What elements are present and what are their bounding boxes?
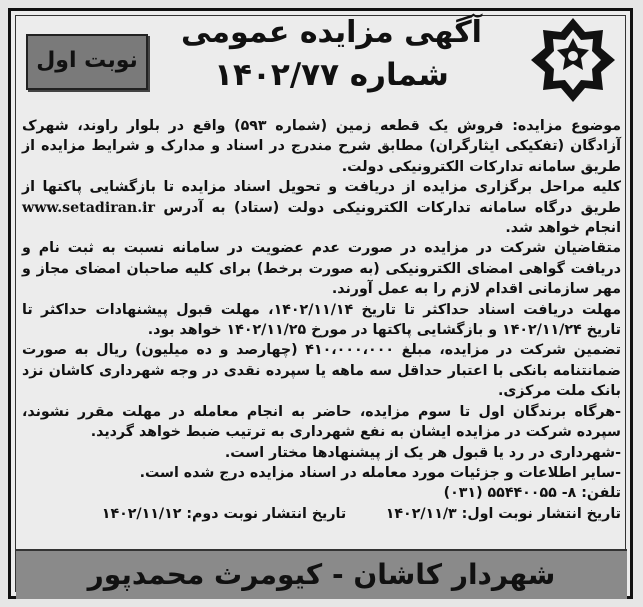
paragraph-deadlines: مهلت دریافت اسناد حداکثر تا تاریخ ۱۴۰۲/۱۱/۱۴، مهلت قبول پیشنهادات حداکثر تا تاریخ ۱۴۰۲/۱۱/۲۴ و بازگشایی پاکتها در مورخ ۱۴۰۲/۱۱/۲۵ خواهد بود. [22, 301, 621, 339]
ad-title-main: آگهی مزایده عمومی [181, 15, 482, 50]
paragraph-winners: -هرگاه برندگان اول تا سوم مزایده، حاضر به انجام معامله در مهلت مقرر نشوند، سپرده شرکت در مزایده ایشان به نفع شهرداری به ترتیب ضبط خواهد گردید. [22, 403, 621, 441]
ad-title [160, 14, 503, 94]
process-text-end: انجام خواهد شد. [505, 220, 621, 237]
ad-number: شماره ۱۴۰۲/۷۷ [214, 57, 449, 93]
paragraph-guarantee: تضمین شرکت در مزایده، مبلغ ۴۱۰،۰۰۰،۰۰۰ (چهارصد و ده میلیون) ریال به صورت ضمانتنامه بانکی با اعتبار حداقل سه ماهه یا سپرده نقدی در وجه شهرداری کاشان نزد بانک ملت مرکزی. [22, 342, 621, 400]
process-text: کلیه مراحل برگزاری مزایده از دریافت و تحویل اسناد مزایده تا بازگشایی پاکتها از طریق درگاه سامانه تدارکات الکترونیکی دولت (ستاد) به آدرس [22, 179, 621, 216]
paragraph-applicants: متقاضیان شرکت در مزایده در صورت عدم عضویت در سامانه نسبت به ثبت نام و دریافت گواهی امضای الکترونیکی (به صورت برخط) برای کلیه صاحبان امضای مجاز و مهر سازمانی اقدام لازم را به عمل آورند. [22, 240, 621, 298]
mayor-signature-bar: شهردار کاشان - کیومرث محمدپور [16, 549, 627, 599]
paragraph-info: -سایر اطلاعات و جزئیات مورد معامله در اسناد مزایده درج شده است. [139, 464, 621, 481]
phone-line: تلفن: ۸- ۵۵۴۴۰۰۵۵ (۰۳۱) [443, 485, 621, 502]
municipality-logo [517, 12, 629, 114]
paragraph-reject: -شهرداری در رد یا قبول هر یک از پیشنهادها مختار است. [224, 444, 621, 461]
setad-url-link[interactable]: www.setadiran.ir [22, 199, 156, 216]
ad-body [22, 116, 621, 524]
publish-dates: تاریخ انتشار نوبت اول: ۱۴۰۲/۱۱/۳ تاریخ انتشار نوبت دوم: ۱۴۰۲/۱۱/۱۲ [101, 505, 621, 522]
paragraph-subject: موضوع مزایده: فروش یک قطعه زمین (شماره ۵۹۳) واقع در بلوار راوند، شهرک آزادگان (تفکیکی ایثارگران) مطابق شرح مندرج در اسناد و مدارک و شرایط مزایده از طریق سامانه تدارکات الکترونیکی دولت. [22, 118, 621, 175]
paragraph-process [22, 177, 621, 238]
issue-badge: نوبت اول [26, 34, 148, 90]
